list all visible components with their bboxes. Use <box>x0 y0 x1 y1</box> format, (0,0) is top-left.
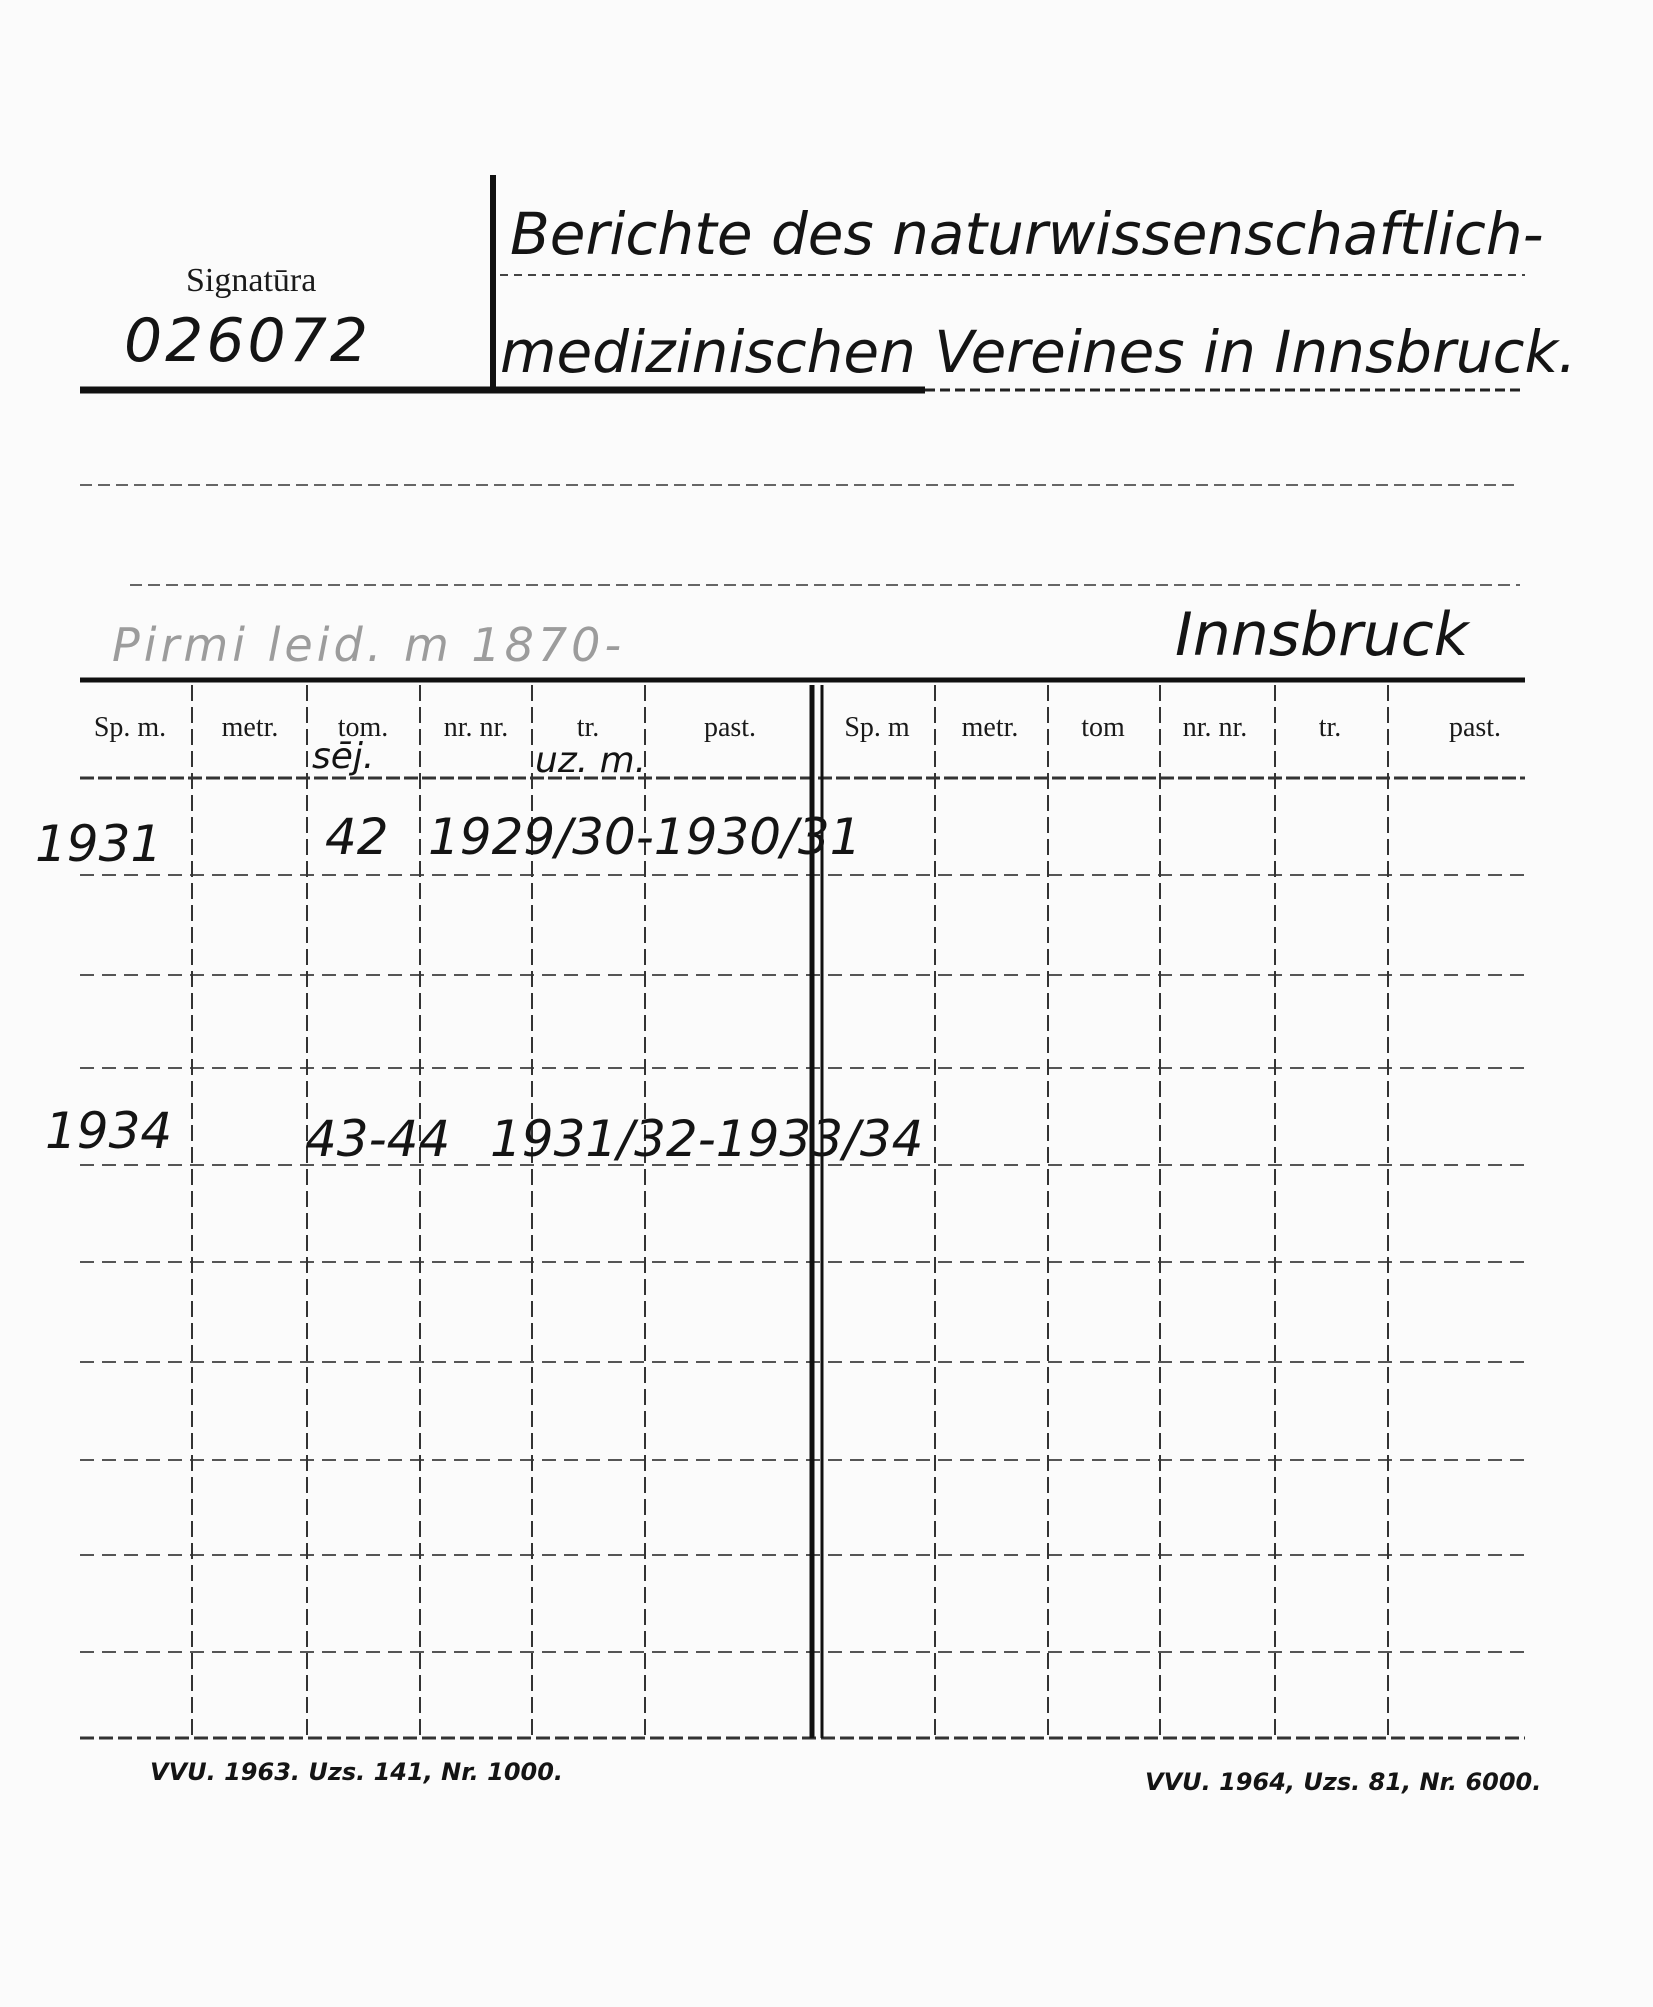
handwritten-subheader-tom: sēj. <box>312 736 375 777</box>
col-header-tr: tr. <box>576 712 600 743</box>
col-header-tr-right: tr. <box>1318 712 1342 743</box>
col-header-sp-m: Sp. m. <box>93 712 167 743</box>
footnote-right: VVU. 1964, Uzs. 81, Nr. 6000. <box>1145 1768 1542 1796</box>
col-header-metr-right: metr. <box>961 712 1019 743</box>
signature-number: 026072 <box>124 306 372 376</box>
col-header-nr: nr. nr. <box>443 712 509 743</box>
place-name: Innsbruck <box>1175 600 1469 670</box>
entry-1-numbers: 1929/30-1930/31 <box>428 808 862 866</box>
signature-label: Signatūra <box>186 262 317 299</box>
footnote-left: VVU. 1963. Uzs. 141, Nr. 1000. <box>150 1758 564 1786</box>
col-header-tom-right: tom <box>1081 712 1125 743</box>
entry-2-volume: 43-44 <box>305 1110 451 1168</box>
col-header-metr: metr. <box>221 712 279 743</box>
col-header-tom: tom. <box>337 712 389 743</box>
title-line-1: Berichte des naturwissenschaftlich- <box>510 200 1544 268</box>
entry-2-numbers: 1931/32-1933/34 <box>490 1110 924 1168</box>
col-header-sp-m-right: Sp. m <box>844 712 910 743</box>
title-line-2: medizinischen Vereines in Innsbruck. <box>500 318 1577 386</box>
col-header-past-right: past. <box>1448 712 1502 743</box>
entry-2-year: 1934 <box>45 1102 173 1160</box>
entry-1-year: 1931 <box>35 815 163 873</box>
entry-1-volume: 42 <box>325 808 389 866</box>
handwritten-subheader-tr: uz. m. <box>535 740 647 781</box>
faint-note: Pirmi leid. m 1870- <box>112 618 626 672</box>
col-header-nr-right: nr. nr. <box>1182 712 1248 743</box>
col-header-past: past. <box>703 712 757 743</box>
